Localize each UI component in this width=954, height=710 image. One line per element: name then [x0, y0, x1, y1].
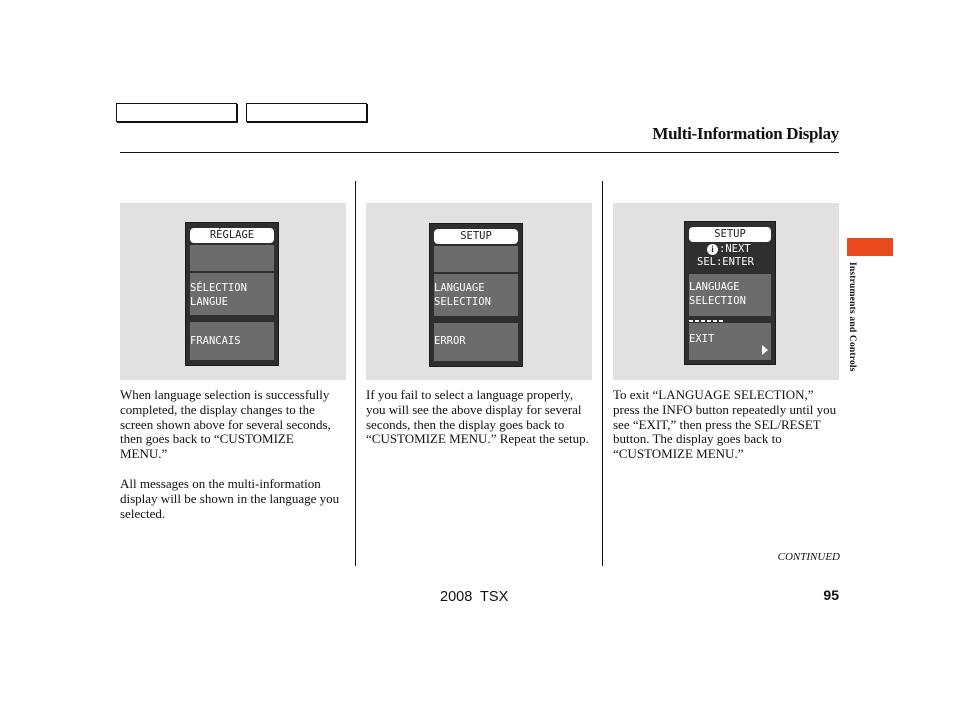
section-tab	[847, 238, 893, 256]
paragraph: If you fail to select a language properly, you will see the above display for several seconds, then the display goes back to “CUSTOMIZE MENU.” Repeat the setup.	[366, 387, 589, 447]
screen-info-lines	[685, 243, 775, 269]
column-divider-1	[355, 181, 356, 566]
screen-line: ERROR	[434, 335, 466, 347]
screen-line: SEL:ENTER	[697, 256, 754, 268]
screen-middle-segment	[190, 273, 274, 315]
screen-blank-segment	[190, 245, 274, 271]
page-number: 95	[823, 587, 839, 603]
screen-line: SÉLECTION	[190, 282, 247, 294]
screen-line: EXIT	[689, 333, 715, 345]
screen-line: FRANCAIS	[190, 335, 241, 347]
screen-header: SETUP	[434, 229, 518, 244]
display-illustration-3	[613, 203, 839, 380]
screen-middle-segment	[434, 274, 518, 316]
mid-screen-3	[684, 221, 776, 365]
mid-screen-2	[429, 223, 523, 367]
nav-box-2[interactable]	[246, 103, 367, 122]
section-label: Instruments and Controls	[847, 262, 857, 372]
screen-line: :NEXT	[719, 243, 751, 255]
screen-bottom-segment	[434, 323, 518, 361]
screen-line: LANGUAGE	[689, 281, 740, 293]
display-illustration-1	[120, 203, 346, 380]
nav-box-1[interactable]	[116, 103, 237, 122]
screen-header: RÉGLAGE	[190, 228, 274, 243]
continued-label: CONTINUED	[777, 551, 840, 563]
arrow-right-icon	[762, 345, 768, 355]
title-rule	[120, 152, 839, 153]
screen-line: SELECTION	[689, 295, 746, 307]
screen-header: SETUP	[689, 227, 771, 242]
paragraph: To exit “LANGUAGE SELECTION,” press the INFO button repeatedly until you see “EXIT,” then press the SEL/RESET button. The display goes back to “CUSTOMIZE MENU.”	[613, 387, 837, 462]
screen-middle-segment	[689, 274, 771, 316]
paragraph: All messages on the multi-information display will be shown in the language you selected.	[120, 475, 340, 521]
column-text-3	[613, 388, 842, 477]
screen-bottom-segment	[689, 323, 771, 360]
screen-line: LANGUE	[190, 296, 228, 308]
column-text-1	[120, 388, 344, 536]
paragraph: When language selection is successfully completed, the display changes to the screen shown above for several seconds, then goes back to “CUSTOMIZE MENU.”	[120, 387, 331, 462]
screen-line: LANGUAGE	[434, 282, 485, 294]
screen-dashed-line	[689, 320, 723, 322]
column-text-2	[366, 388, 592, 462]
column-divider-2	[602, 181, 603, 566]
mid-screen-1	[185, 222, 279, 366]
screen-line: SELECTION	[434, 296, 491, 308]
info-icon: i	[707, 244, 718, 255]
page-title: Multi-Information Display	[652, 124, 839, 143]
screen-blank-segment	[434, 246, 518, 272]
screen-bottom-segment	[190, 322, 274, 360]
display-illustration-2	[366, 203, 592, 380]
footer-model: 2008 TSX	[440, 589, 509, 605]
